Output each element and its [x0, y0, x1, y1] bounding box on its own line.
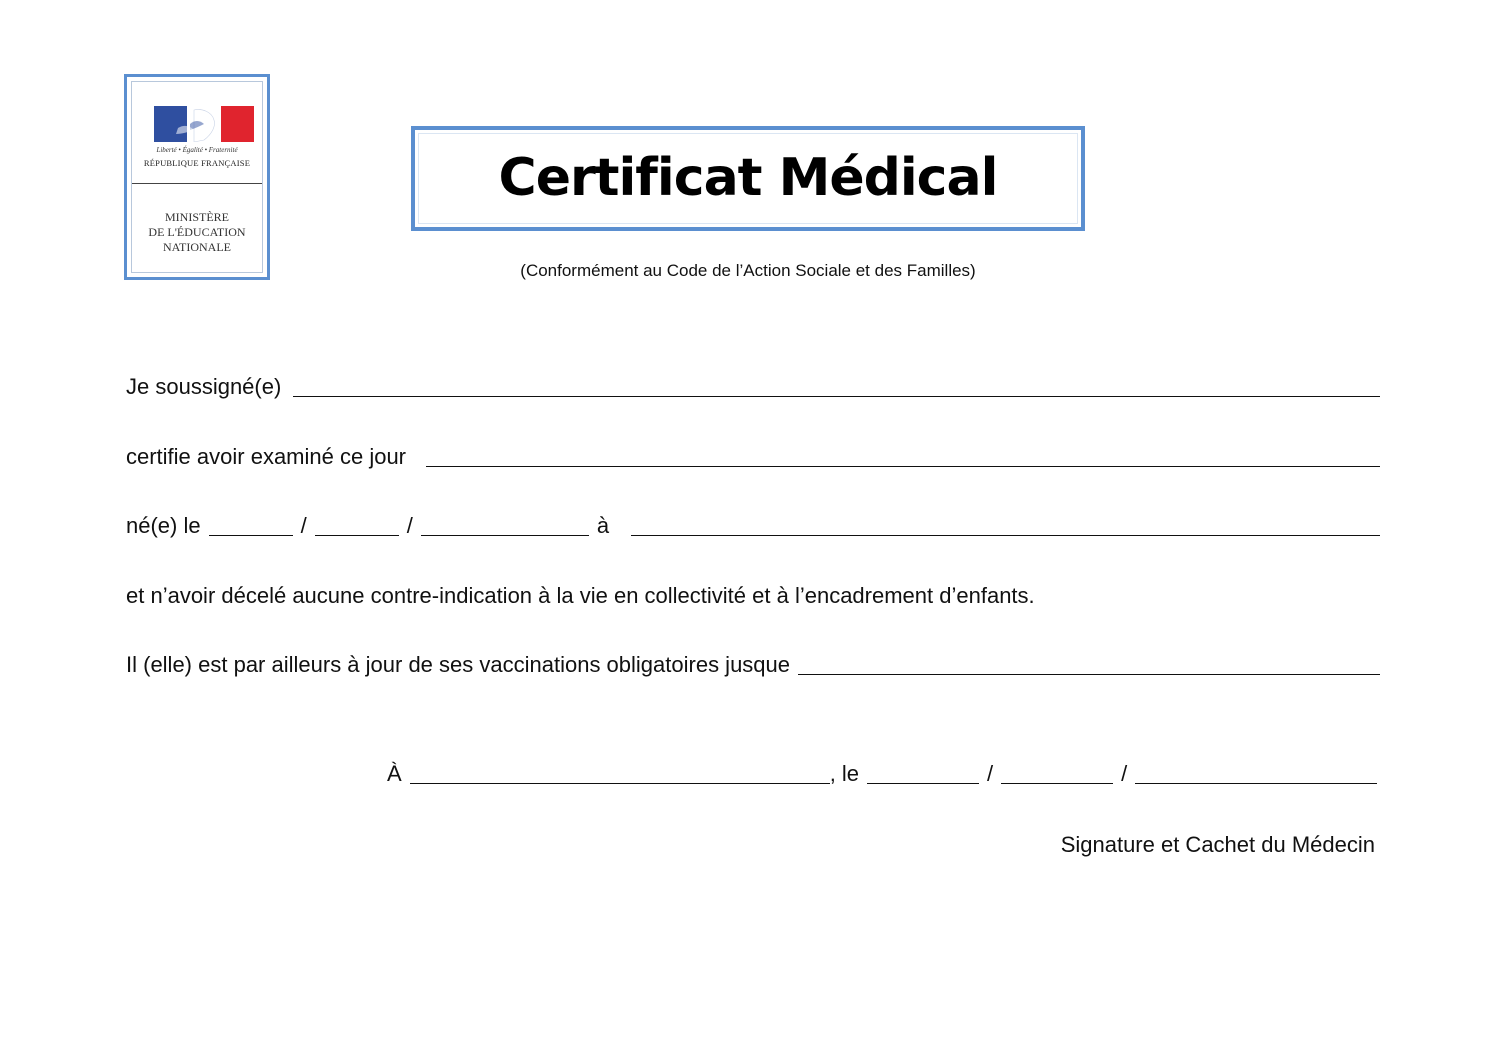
birth-month-field[interactable] [315, 513, 399, 536]
birth-day-field[interactable] [209, 513, 293, 536]
doctor-name-field[interactable] [293, 374, 1380, 397]
doctor-name-row [126, 370, 1380, 400]
place-label: À [387, 761, 402, 786]
place-field[interactable] [410, 761, 830, 784]
marianne-flag-icon [154, 106, 254, 142]
logo-motto: Liberté • Égalité • Fraternité [156, 146, 238, 154]
vaccination-date-field[interactable] [798, 652, 1380, 675]
date-label: , le [829, 761, 860, 786]
no-contraindication-text: et n’avoir décelé aucune contre-indication à la vie en collectivité et à l’encadrement d’enfants. [126, 583, 1035, 608]
date-separator-2: / [1121, 761, 1128, 786]
birth-row [126, 509, 1380, 539]
birth-date-separator-2: / [406, 513, 413, 538]
birth-year-field[interactable] [421, 513, 589, 536]
birth-place-label: à [596, 513, 610, 538]
date-month-field[interactable] [1001, 761, 1113, 784]
title-box [411, 126, 1085, 231]
ministry-line-3: NATIONALE [163, 240, 231, 254]
logo-divider [132, 183, 262, 184]
birth-date-label: né(e) le [126, 513, 201, 538]
date-day-field[interactable] [867, 761, 979, 784]
date-year-field[interactable] [1135, 761, 1377, 784]
vaccination-row [126, 648, 1380, 678]
birth-place-field[interactable] [631, 513, 1380, 536]
date-separator-1: / [987, 761, 994, 786]
page-title: Certificat Médical [498, 148, 998, 208]
logo-republic: RÉPUBLIQUE FRANÇAISE [143, 158, 251, 168]
place-date-row [387, 757, 1377, 787]
patient-name-row [126, 440, 1380, 470]
signature-label: Signature et Cachet du Médecin [1060, 832, 1375, 857]
ministry-line-1: MINISTÈRE [165, 210, 229, 224]
vaccination-label: Il (elle) est par ailleurs à jour de ses vaccinations obligatoires jusque [126, 652, 791, 677]
doctor-name-label: Je soussigné(e) [126, 374, 282, 399]
patient-name-label: certifie avoir examiné ce jour [126, 444, 407, 469]
logo-frame [131, 81, 263, 273]
patient-name-field[interactable] [426, 444, 1380, 467]
ministry-line-2: DE L'ÉDUCATION [148, 225, 246, 239]
ministry-logo [124, 74, 270, 280]
subtitle: (Conformément au Code de l’Action Sociale et des Familles) [520, 261, 976, 280]
birth-date-separator-1: / [300, 513, 307, 538]
logo-ministry [132, 210, 262, 255]
no-contraindication-row [126, 579, 1380, 609]
